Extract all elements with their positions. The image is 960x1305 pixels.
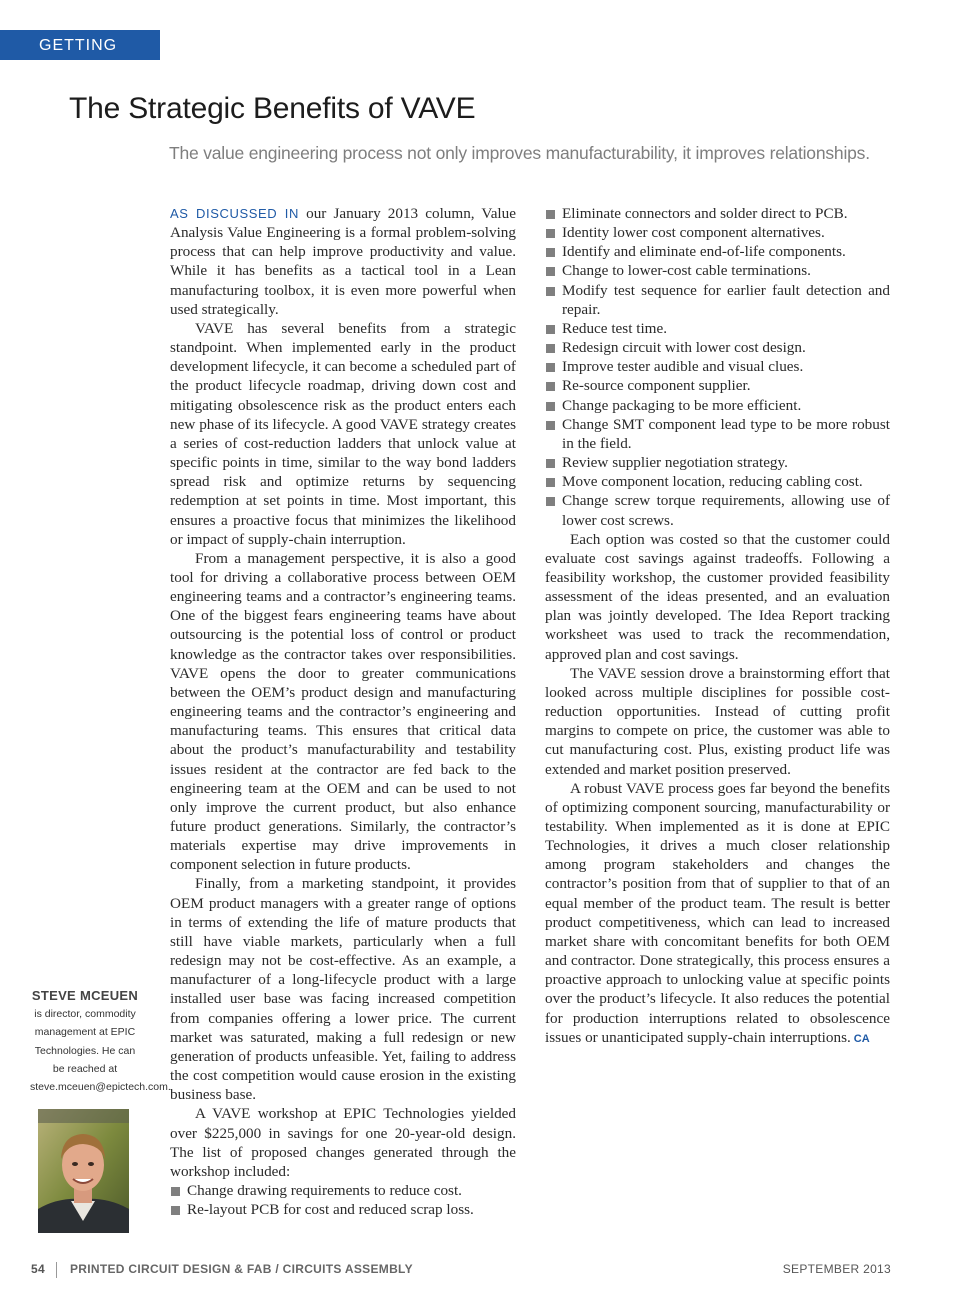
author-bio: is director, commodity management at EPIC Technologies. He can be reached at steve.mceuen@epictech.com. — [30, 1008, 171, 1094]
column-1 — [170, 204, 516, 1219]
list-item: Move component location, reducing cabling cost. — [545, 472, 890, 491]
issue-date: SEPTEMBER 2013 — [782, 1262, 891, 1276]
publication-name: PRINTED CIRCUIT DESIGN & FAB / CIRCUITS ASSEMBLY — [70, 1262, 413, 1276]
author-photo — [38, 1109, 129, 1233]
author-box — [30, 988, 171, 1096]
list-item: Modify test sequence for earlier fault detection and repair. — [545, 281, 890, 319]
paragraph-3: From a management perspective, it is also a good tool for driving a collaborative process between OEM engineering teams and a contractor’s engineering teams. One of the biggest fears engineering teams have about outsourcing is the potential loss of control or product knowledge as the contractor takes over responsibilities. VAVE opens the door to greater communications between the OEM’s product design and manufacturing engineering teams and the contractor’s engineering and manufacturing teams. This ensures that critical data about the product’s manufacturability and testability issues resident at the contractor are fed back to the engineering team at the OEM and can be used to not only improve the current product, but also enhance future product generations. Similarly, the contractor’s materials expertise may drive improvements in component selection in future products. — [170, 549, 516, 874]
paragraph-1-text: our January 2013 column, Value Analysis Value Engineering is a formal problem-solving process that can help improve productivity and value. While it has benefits as a tactical tool in a Lean manufacturing toolbox, it is even more powerful when used strategically. — [170, 205, 516, 318]
list-item: Change packaging to be more efficient. — [545, 396, 890, 415]
section-tab: GETTING LEAN — [0, 30, 160, 60]
paragraph-2: VAVE has several benefits from a strategic standpoint. When implemented early in the product development lifecycle, it can become a scheduled part of the product lifecycle roadmap, driving down cost and mitigating obsolescence risk as the product enters each new phase of its lifecycle. A good VAVE strategy creates a series of cost-reduction ladders that unlock value at specific points in time, similar to the way bond ladders spread risk and optimize returns by sequencing redemption at set points in time. Most important, this ensures a proactive focus that minimizes the likelihood or impact of supply-chain interruption. — [170, 319, 516, 548]
list-item: Improve tester audible and visual clues. — [545, 357, 890, 376]
article-title: The Strategic Benefits of VAVE — [69, 92, 476, 125]
paragraph-1 — [170, 204, 516, 319]
footer-divider — [56, 1262, 57, 1278]
end-mark: CA — [853, 1032, 870, 1045]
author-portrait-icon — [38, 1109, 129, 1233]
paragraph-6: Each option was costed so that the customer could evaluate cost savings against tradeoffs. Following a feasibility workshop, the customer provided feasibility assessment of the ideas presented, and an evaluation plan was jointly developed. The Idea Report tracking worksheet was used to track the recommendation, approved plan and cost savings. — [545, 530, 890, 663]
page-number: 54 — [31, 1262, 45, 1276]
list-item: Change SMT component lead type to be more robust in the field. — [545, 415, 890, 453]
list-item: Eliminate connectors and solder direct to PCB. — [545, 204, 890, 223]
paragraph-5: A VAVE workshop at EPIC Technologies yielded over $225,000 in savings for one 20-year-old design. The list of proposed changes generated through the workshop included: — [170, 1105, 516, 1180]
list-item: Identity lower cost component alternatives. — [545, 223, 890, 242]
page-footer — [31, 1262, 891, 1280]
paragraph-8-text: A robust VAVE process goes far beyond the benefits of optimizing component sourcing, manufacturability or testability. When implemented as it is done at EPIC Technologies, it drives a much closer relationship among program stakeholders and changes the contractor’s position from that of supplier to that of an equal member of the product team. The result is better product competitiveness, which can lead to increased market share with concomitant benefits for both OEM and contractor. Done strategically, this process ensures a proactive approach to unlocking value at specific points over the product’s lifecycle. It also reduces the potential for production interruptions related to obsolescence issues or unanticipated supply-chain interruptions. — [545, 779, 890, 1046]
list-item: Change screw torque requirements, allowing use of lower cost screws. — [545, 491, 890, 529]
list-item: Review supplier negotiation strategy. — [545, 453, 890, 472]
changes-list-part-2 — [545, 204, 890, 530]
list-item: Change drawing requirements to reduce cost. — [170, 1181, 516, 1200]
list-item: Reduce test time. — [545, 319, 890, 338]
list-item: Redesign circuit with lower cost design. — [545, 338, 890, 357]
author-name: STEVE MCEUEN — [31, 988, 139, 1003]
list-item: Change to lower-cost cable terminations. — [545, 261, 890, 280]
list-item: Re-source component supplier. — [545, 376, 890, 395]
column-2 — [545, 204, 890, 1049]
list-item: Re-layout PCB for cost and reduced scrap loss. — [170, 1200, 516, 1219]
paragraph-4: Finally, from a marketing standpoint, it provides OEM product managers with a greater range of options in terms of extending the life of mature products that still have viable markets, particularly when a full redesign may not be cost-effective. As an example, a manufacturer of a long-lifecycle product with a large installed user base was facing increased competition from companies offering a lower price. The current market was saturated, making a full redesign or new generation of products unfeasible. Yet, failing to address the cost competition would cause erosion in the existing business base. — [170, 875, 516, 1104]
paragraph-8 — [545, 779, 890, 1049]
changes-list-part-1 — [170, 1181, 516, 1219]
article-dek: The value engineering process not only improves manufacturability, it improves relationships. — [169, 143, 870, 163]
list-item: Identify and eliminate end-of-life components. — [545, 242, 890, 261]
paragraph-7: The VAVE session drove a brainstorming effort that looked across multiple disciplines for possible cost-reduction opportunities. Instead of cutting profit margins to compete on price, the customer was able to cut manufacturing cost. Plus, existing product life was extended and market position preserved. — [545, 664, 890, 778]
lead-in: AS DISCUSSED IN — [170, 206, 300, 221]
